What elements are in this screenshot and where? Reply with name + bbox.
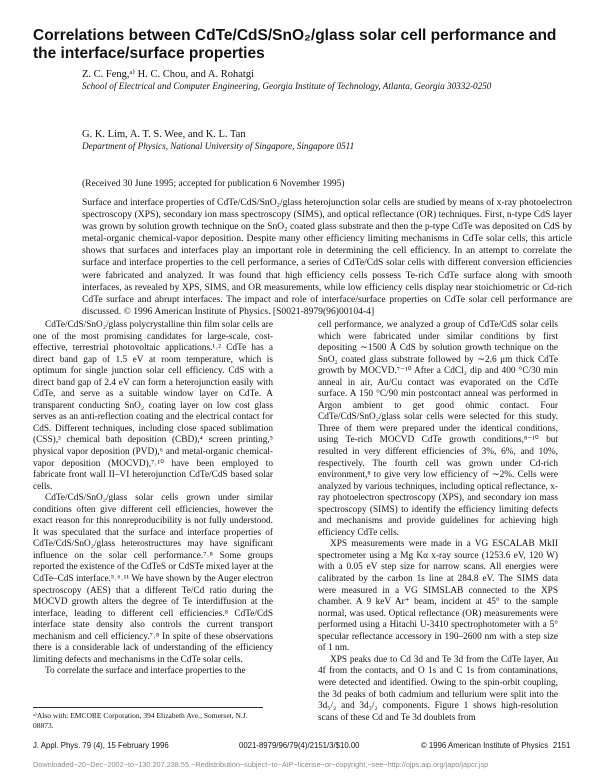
received-dates: (Received 30 June 1995; accepted for publication 6 November 1995)	[82, 179, 345, 189]
author-names-1: Z. C. Feng,ᵃ⁾ H. C. Chou, and A. Rohatgi	[82, 69, 254, 80]
author-affiliation-1: School of Electrical and Computer Engineering, Georgia Institute of Technology, Atlanta, Georgia 30332-0250	[82, 81, 492, 91]
abstract: Surface and interface properties of CdTe/CdS/SnO₂/glass heterojunction solar cells are studied by means of x-ray photoelectron spectroscopy (XPS), secondary ion mass spectroscopy (SIMS), and optical reflectance (OR) techniques. First, n-type CdS layer was grown by solution growth technique on the SnO₂ coated glass substrate and then the p-type CdTe was deposited on CdS by metal-organic chemical-vapor deposition. Despite many other efficiency limiting mechanisms in CdTe solar cells, this article shows that surfaces and interfaces play an important role in determining the cell efficiency. In an attempt to correlate the surface and interface properties to the cell performance, a series of CdTe/CdS solar cells with different conversion efficiencies were fabricated and analyzed. It was found that high efficiency cells possess Te-rich CdTe surface along with smooth interfaces, as revealed by XPS, SIMS, and OR measurements, while low efficiency cells display near stoichiometric or Cd-rich CdTe surface and abrupt interfaces. The impact and role of interface/surface properties on CdTe solar cell performance are discussed. © 1996 American Institute of Physics. [S0021-8979(96)00104-4]	[82, 197, 572, 317]
body-paragraph: XPS measurements were made in a VG ESCALAB MkII spectrometer using a Mg Kα x-ray source (1253.6 eV, 120 W) with a 0.05 eV step size for narrow scans. All energies were calibrated by the carbon 1s line at 284.8 eV. The SIMS data were measured in a VG SIMSLAB connected to the XPS chamber. A 9 keV Ar⁺ beam, incident at 45° to the sample normal, was used. Optical reflectance (OR) measurements were performed using a Hitachi U-3410 spectrophotometer with a 5° specular reflectance accessory in 190–2600 nm with a step size of 1 nm.	[318, 539, 558, 654]
article-title: Correlations between CdTe/CdS/SnO₂/glass solar cell performance and the interface/surface properties	[33, 27, 557, 62]
body-column-left	[33, 320, 273, 678]
body-column-right	[318, 320, 558, 724]
author-affiliation-2: Department of Physics, National University of Singapore, Singapore 0511	[82, 141, 355, 151]
footnote-text: ᵃ⁾Also with: EMCORE Corporation, 394 Elizabeth Ave., Somerset, N.J. 08873.	[33, 711, 248, 730]
body-paragraph: cell performance, we analyzed a group of CdTe/CdS solar cells which were fabricated under similar conditions by first depositing ∼1500 Å CdS by solution growth technique on the SnO₂ coated glass substrate followed by ∼2.6 μm thick CdTe growth by MOCVD.⁷⁻¹⁰ After a CdCl₂ dip and 400 °C/30 min anneal in air, Au/Cu contact was evaporated on the CdTe surface. A 150 °C/90 min postcontact anneal was performed in Argon ambient to get good ohmic contact. Four CdTe/CdS/SnO₂/glass solar cells were selected for this study. Three of them were prepared under the identical conditions, using Te-rich MOCVD CdTe growth conditions,⁸⁻¹⁰ but resulted in very different efficiencies of 3%, 6%, and 10%, respectively. The fourth cell was grown under Cd-rich environment,⁸ to give very low efficiency of ∼2%. Cells were analyzed by various techniques, including optical reflectance, x-ray photoelectron spectroscopy (XPS), and secondary ion mass spectroscopy (SIMS) to identify the efficiency limiting defects and mechanisms and provide guidelines for achieving high efficiency CdTe cells.	[318, 320, 558, 538]
author-names-2: G. K. Lim, A. T. S. Wee, and K. L. Tan	[82, 129, 246, 140]
body-paragraph: CdTe/CdS/SnO₂/glass polycrystalline thin film solar cells are one of the most promising candidates for large-scale, cost-effective, terrestrial photovoltaic applications.¹˒² CdTe has a direct band gap of 1.5 eV at room temperature, which is optimum for single junction solar cell efficiency. CdS with a direct band gap of 2.4 eV can form a heterojunction easily with CdTe, and serve as a suitable window layer on CdTe. A transparent conducting SnO₂ coating layer on low cost glass serves as an anti-reflection coating and the electrical contact for CdS. Different techniques, including close spaced sublimation (CSS),³ chemical bath deposition (CBD),⁴ screen printing,⁵ physical vapor deposition (PVD),⁶ and metal-organic chemical-vapor deposition (MOCVD),⁷˒¹⁰ have been employed to fabricate front wall II–VI heterojunction CdTe/CdS based solar cells.	[33, 320, 273, 492]
footnote	[33, 707, 263, 730]
copyright-notice: © 1996 American Institute of Physics	[421, 741, 549, 750]
body-paragraph: To correlate the surface and interface properties to the	[45, 666, 246, 677]
author-block-1	[82, 68, 552, 93]
body-paragraph: CdTe/CdS/SnO₂/glass solar cells grown under similar conditions often give different cell efficiencies, however the exact reason for this nonreproducibility is not fully understood. It was speculated that the surface and interface properties of CdTe/CdS/SnO₂/glass heterostructures may have significant influence on the solar cell performance.⁷˒⁸ Some groups reported the existence of the CdTeS or CdSTe mixed layer at the CdTe–CdS interface.⁵˒⁶˒¹¹ We have shown by the Auger electron spectroscopy (AES) that a different Te/Cd ratio during the MOCVD growth alters the degree of Te interdiffusion at the interface, leading to different cell efficiencies.⁸ CdTe/CdS interface state density also controls the current transport mechanism and cell efficiency.⁷˒⁸ In spite of these observations there is a considerable lack of understanding of the efficiency limiting defects and mechanisms in the CdTe solar cells.	[33, 493, 273, 665]
page-number: 2151	[553, 741, 571, 750]
body-paragraph: XPS peaks due to Cd 3d and Te 3d from the CdTe layer, Au 4f from the contacts, and O 1s and C 1s from contaminations, were detected and identified. Owing to the spin-orbit coupling, the 3d peaks of both cadmium and tellurium were split into the 3d₅/₂ and 3d₃/₂ components. Figure 1 shows high-resolution scans of these Cd and Te 3d doublets from	[318, 654, 558, 723]
journal-citation: J. Appl. Phys. 79 (4), 15 February 1996	[33, 741, 169, 750]
download-notice[interactable]: Downloaded−20−Dec−2002−to−130.207.238.55.−Redistribution−subject−to−AIP−license−or−copyright,−see−http://ojps.aip.org/japo/japcr.jsp	[33, 760, 489, 769]
journal-code: 0021-8979/96/79(4)/2151/3/$10.00	[239, 741, 360, 750]
author-block-2	[82, 128, 552, 153]
